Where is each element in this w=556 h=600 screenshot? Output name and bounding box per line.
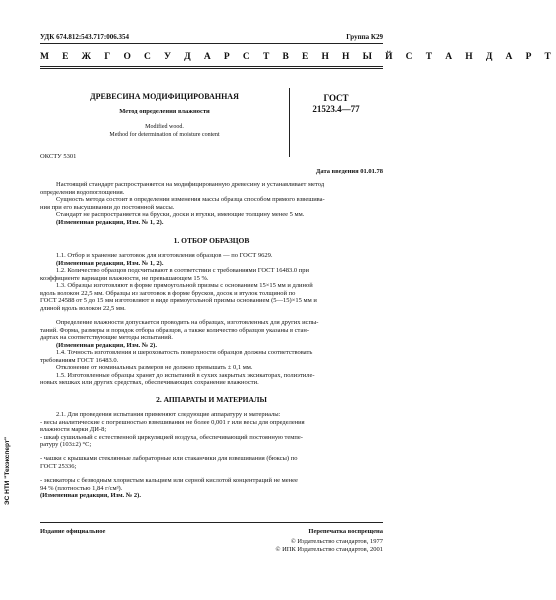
header-bottom-rule-2 <box>40 68 383 69</box>
section2-amendment: (Измененная редакция, Изм. № 2). <box>40 492 141 499</box>
official-edition: Издание официальное <box>40 528 106 535</box>
section2-title: 2. АППАРАТЫ И МАТЕРИАЛЫ <box>156 395 267 404</box>
section1-line: 1.4. Точность изготовления и шероховатость поверхности образцов должны соответствовать <box>56 349 313 356</box>
header-top-rule <box>40 43 383 44</box>
section1-line: длиной вдоль волокон 22,5 мм. <box>40 304 126 312</box>
section1-amendment: (Измененная редакция, Изм. № 2). <box>56 341 157 349</box>
okstu-code: ОКСТУ 5301 <box>40 153 77 160</box>
header-bottom-rule <box>40 66 383 67</box>
udk-code: УДК 674.812:543.717:006.354 <box>40 33 129 41</box>
intro-amendment: (Измененная редакция, Изм. № 1, 2). <box>56 218 164 226</box>
footer-rule <box>40 522 383 523</box>
intro-line: ния при его высушивании до постоянной массы. <box>40 203 175 211</box>
section2-line: - весы аналитические с погрешностью взвешивания не более 0,001 г или весы для определения <box>40 418 305 426</box>
section2-line: - эксикаторы с безводным хлористым кальцием или серной кислотой концентраций не менее <box>40 477 298 484</box>
side-stamp: ЭС НТИ "Техэксперт" <box>4 436 11 505</box>
gost-number: 21523.4—77 <box>312 104 360 114</box>
section1-line: 1.5. Изготовленные образцы хранят до испытаний в сухих закрытых эксикаторах, полиэтиле- <box>56 371 315 379</box>
section1-line: 1.2. Количество образцов подсчитывают в соответствии с требованиями ГОСТ 16483.0 при <box>56 267 310 274</box>
section1-line: Определение влажности допускается проводить на образцах, изготовленных для других испы- <box>56 319 319 326</box>
section1-line: 1.3. Образцы изготовляют в форме прямоугольной призмы с основанием 15×15 мм и длиной <box>56 282 313 289</box>
section1-line: таний. Форма, размеры и порядок отбора образцов, а также количество образцов указаны в стан- <box>40 326 309 334</box>
section2-line: влажности марки ДИ-8; <box>40 426 107 433</box>
copyright-line: © ИПК Издательство стандартов, 2001 <box>275 546 383 553</box>
intro-line: Стандарт не распространяется на бруски, доски и втулки, имеющие толщину менее 5 мм. <box>56 211 305 218</box>
group-code: Группа К29 <box>346 33 383 41</box>
section1-line: вдоль волокон 22,5 мм. Образцы из заготовок в форме брусков, досок и втулок толщиной по <box>40 289 296 297</box>
section1-line: ГОСТ 24588 от 5 до 15 мм изготовляют в виде прямоугольной призмы основанием (5—15)×15 мм и <box>40 297 317 304</box>
gost-label: ГОСТ <box>323 93 349 103</box>
section1-line: Отклонение от номинальных размеров не должно превышать ± 0,1 мм. <box>56 364 253 371</box>
section1-line: новых мешках или других средствах, обеспечивающих сохранение влажности. <box>40 379 259 386</box>
section2-line: ратуру (103±2) °С; <box>40 441 92 448</box>
document-title: ДРЕВЕСИНА МОДИФИЦИРОВАННАЯ <box>90 92 239 101</box>
intro-line: Настоящий стандарт распространяется на модифицированную древесину и устанавливает метод <box>56 181 325 188</box>
section2-line: 2.1. Для проведения испытания применяют следующие аппаратуру и материалы: <box>56 411 281 418</box>
section1-line: дартах на соответствующие методы испытаний. <box>40 334 173 341</box>
section1-line: 1.1. Отбор и хранение заготовок для изготовления образцов — по ГОСТ 9629. <box>56 252 273 259</box>
english-title-line2: Method for determination of moisture content <box>109 132 220 138</box>
section2-line: - чашки с крышками стеклянные лабораторные или стаканчики для взвешивания (бюксы) по <box>40 455 298 462</box>
section1-line: требованиям ГОСТ 16483.0. <box>40 356 119 364</box>
reprint-notice: Перепечатка воспрещена <box>308 528 383 535</box>
section1-title: 1. ОТБОР ОБРАЗЦОВ <box>173 236 250 245</box>
intro-line: определения водопоглощения. <box>40 188 125 196</box>
english-title-line1: Modified wood. <box>145 124 184 130</box>
section2-line: 94 % (плотностью 1,84 г/см³). <box>40 484 123 492</box>
section2-line: - шкаф сушильный с естественной циркуляцией воздуха, обеспечивающий постоянную темпе- <box>40 433 303 441</box>
section2-line: ГОСТ 25336; <box>40 462 77 470</box>
section1-amendment: (Измененная редакция, Изм. № 1, 2). <box>56 259 164 267</box>
intro-line: Сущность метода состоит в определении изменения массы образца способом прямого взвешива- <box>56 196 325 203</box>
copyright-line: © Издательство стандартов, 1977 <box>290 538 383 545</box>
document-subtitle: Метод определения влажности <box>119 108 210 115</box>
section1-line: коэффициенте вариации влажности, не превышающем 15 %. <box>40 274 209 282</box>
introduction-date: Дата введения 01.01.78 <box>315 168 383 175</box>
standard-banner: М Е Ж Г О С У Д А Р С Т В Е Н Н Ы Й С Т А Н Д А Р Т <box>40 52 556 62</box>
